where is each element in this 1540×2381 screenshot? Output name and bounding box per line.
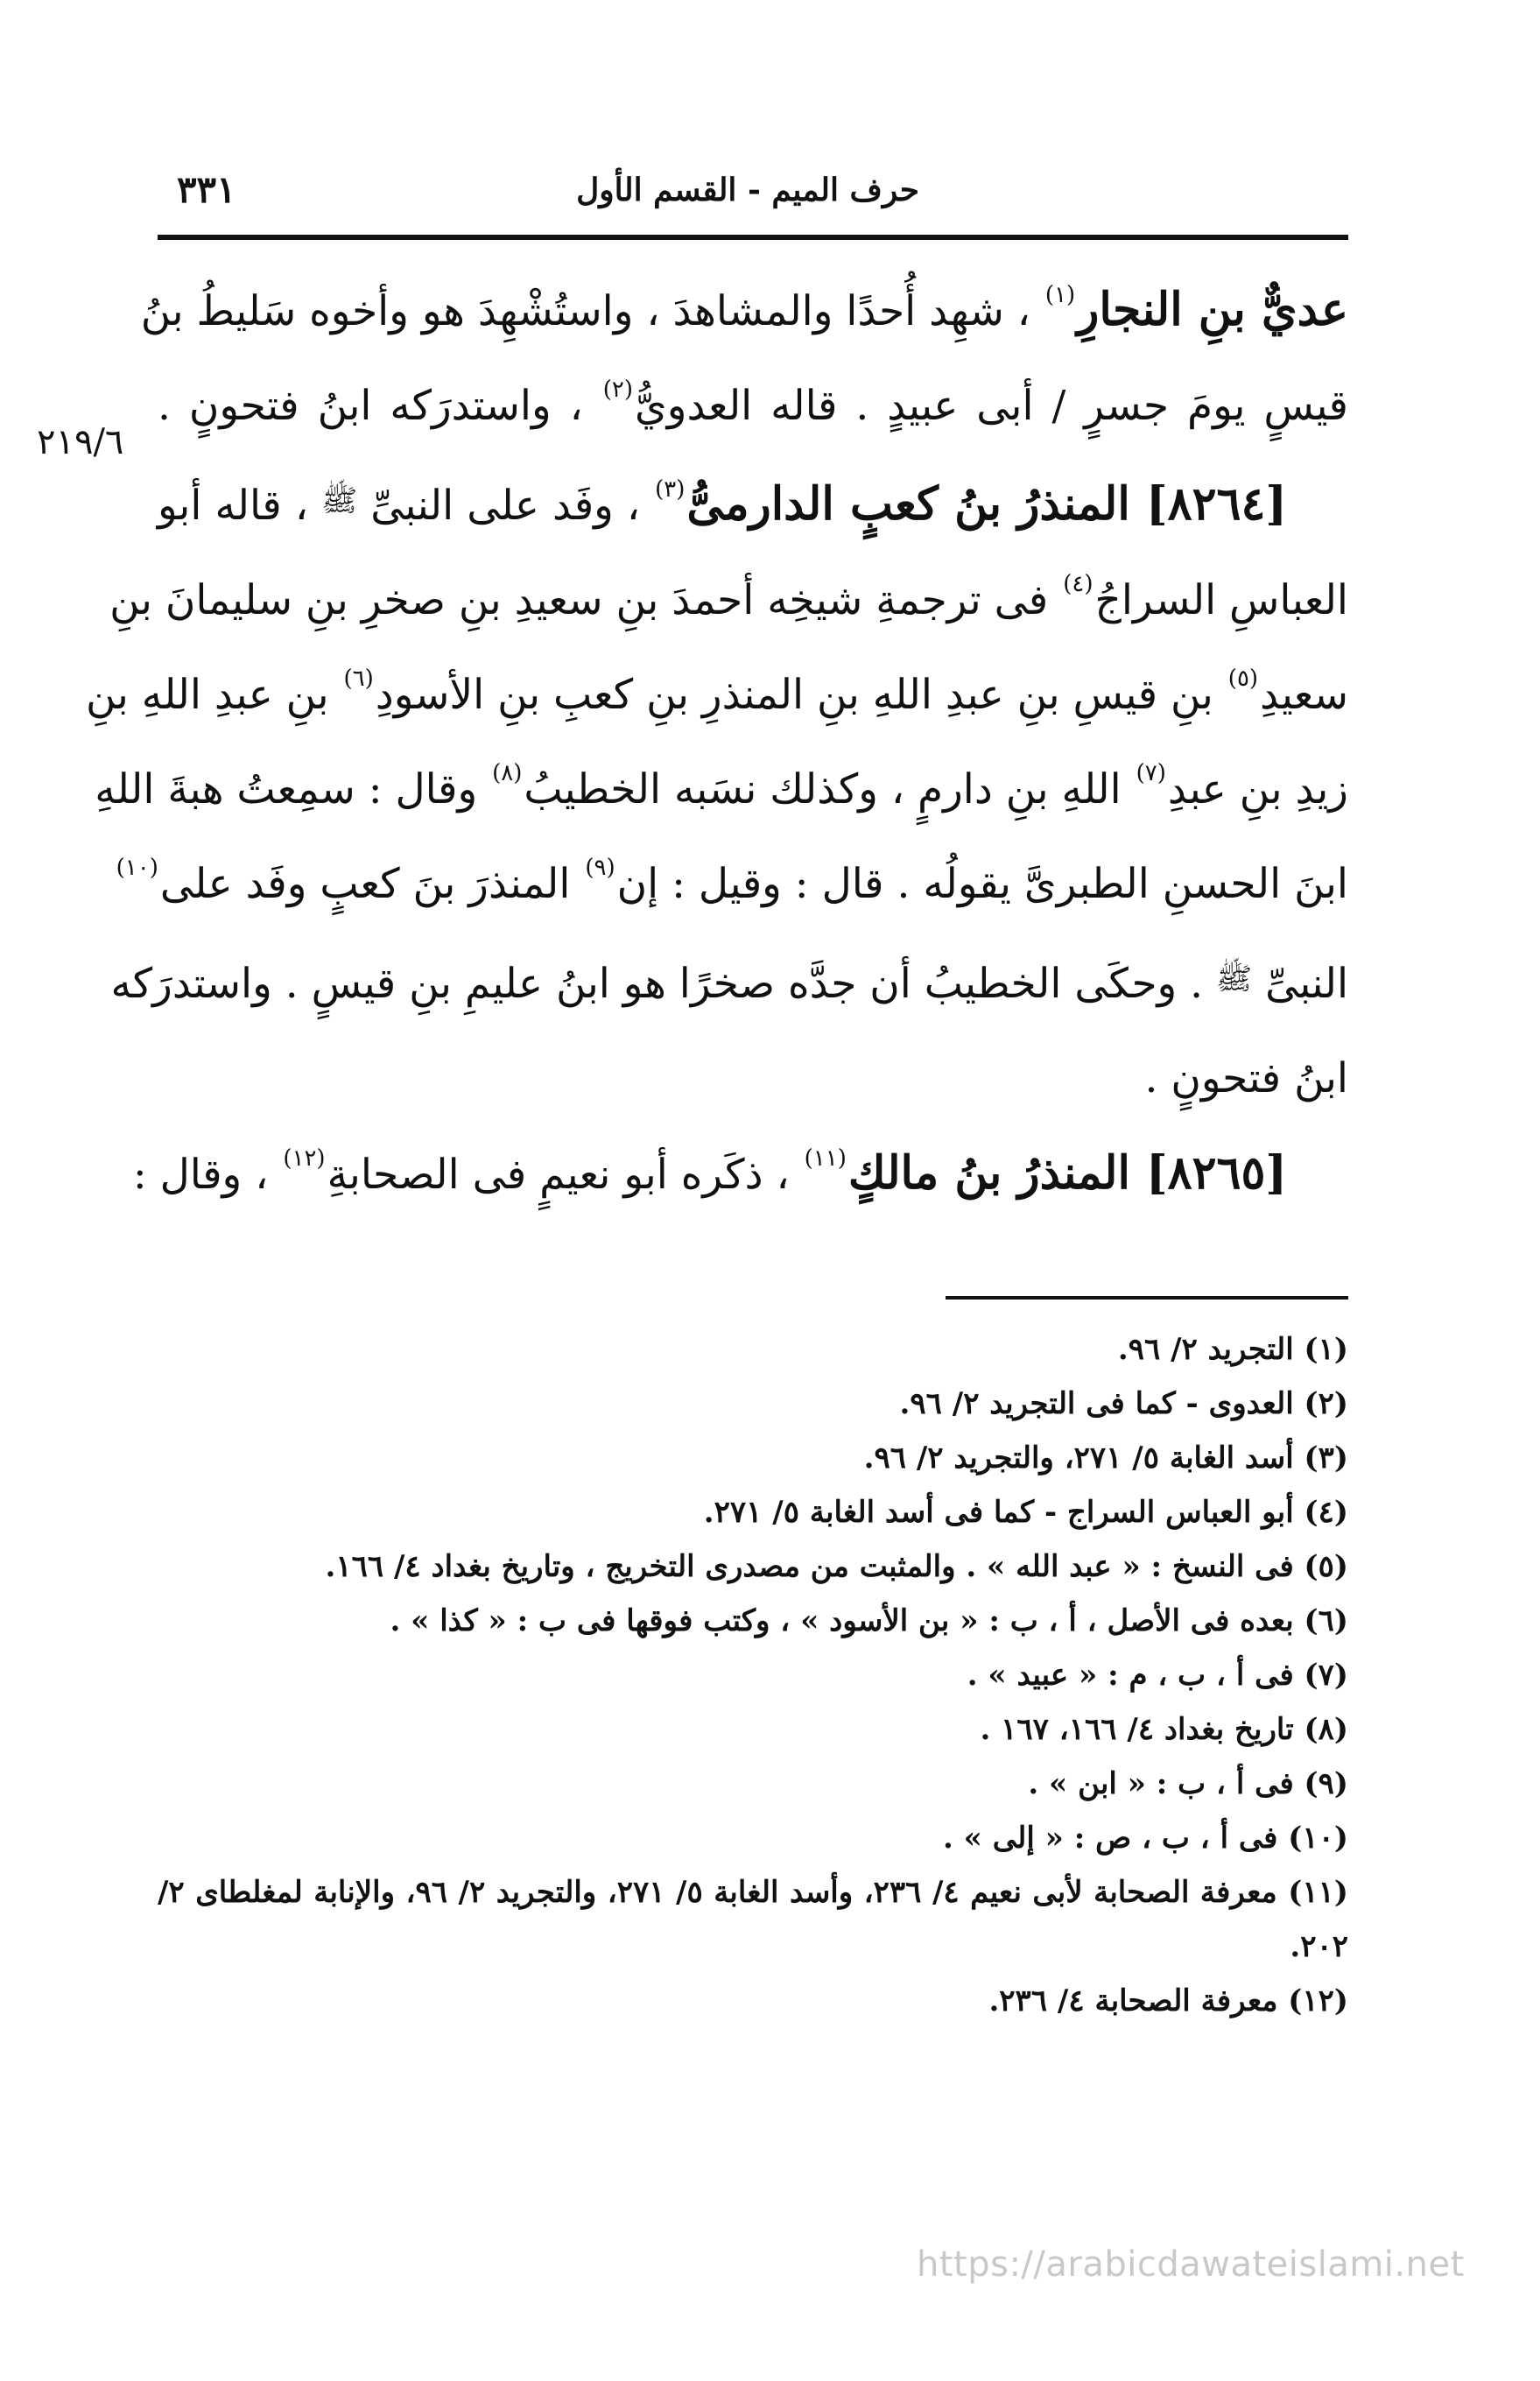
entry-heading: [٨٢٦٥] المنذرُ بنُ مالكٍ: [847, 1146, 1287, 1200]
footnote-item: (٢) العدوى - كما فى التجريد ٢/ ٩٦.: [899, 1386, 1348, 1421]
text-segment: المنذرَ بنَ كعبٍ وفَد على: [159, 860, 571, 908]
footnote-item: (٤) أبو العباس السراج - كما فى أسد الغابة ٥/ ٢٧١.: [703, 1495, 1348, 1530]
footnote-item: (٥) فى النسخ : « عبد الله » . والمثبت من مصدرى التخريج ، وتاريخ بغداد ٤/ ١٦٦.: [325, 1549, 1348, 1584]
text-line: [110, 932, 1348, 1032]
text-segment: ، وقال :: [132, 1151, 269, 1199]
footnote-marker: (٦): [343, 666, 374, 692]
text-line: [95, 743, 1348, 837]
text-segment: ، قاله أبو: [158, 482, 309, 530]
footnote-marker: (٢): [602, 377, 633, 403]
text-line: [132, 1126, 1348, 1222]
text-line: [158, 454, 1348, 553]
text-line: [85, 648, 1348, 743]
text-segment: قيسٍ يومَ جسرٍ / أبى عبيدٍ . قاله العدويُّ: [634, 382, 1348, 430]
text-segment: بنِ عبدِ اللهِ بنِ: [85, 671, 329, 719]
footnote-item: (٣) أسد الغابة ٥/ ٢٧١، والتجريد ٢/ ٩٦.: [863, 1441, 1348, 1476]
header-divider: [158, 235, 1348, 240]
salawat-glyph: ﷺ: [1216, 962, 1253, 997]
entry-heading: [٨٢٦٤] المنذرُ بنُ كعبٍ الدارمىُّ: [686, 477, 1287, 531]
text-line: [116, 837, 1348, 932]
footnote-marker: (٧): [1136, 760, 1166, 786]
footnote-marker: (٥): [1227, 666, 1259, 692]
margin-reference: ٢١٩/٦: [37, 422, 124, 462]
footnote-marker: (١٢): [283, 1145, 326, 1172]
footnote-item: (٧) فى أ ، ب ، م : « عبيد » .: [967, 1658, 1348, 1693]
text-segment: ، شهِد أُحدًا والمشاهدَ ، واستُشْهِدَ هو وأخوه سَليطُ بنُ: [140, 287, 1030, 335]
running-title: حرف الميم - القسم الأول: [576, 172, 919, 208]
footnote-item: (١١) معرفة الصحابة لأبى نعيم ٤/ ٢٣٦، وأسد الغابة ٥/ ٢٧١، والتجريد ٢/ ٩٦، والإنابة لمغلطاى ٢/ ٢٠٢.: [158, 1875, 1348, 1964]
footnote-marker: (٣): [655, 476, 686, 503]
page-header: [158, 156, 1348, 231]
footnote-item: (١٢) معرفة الصحابة ٤/ ٢٣٦.: [988, 1983, 1348, 2018]
text-segment: . وحكَى الخطيبُ أن جدَّه صخرًا هو ابنُ عليمِ بنِ قيسٍ . واستدرَكه: [110, 960, 1204, 1008]
footnote-item: (٨) تاريخ بغداد ٤/ ١٦٦، ١٦٧ .: [980, 1712, 1348, 1747]
text-segment: النبىِّ: [1265, 960, 1348, 1008]
text-segment: سعيدِ: [1260, 671, 1348, 719]
text-line: [158, 1032, 1348, 1126]
text-segment: العباسِ السراجُ: [1094, 576, 1348, 624]
text-segment: وقال : سمِعتُ هبةَ اللهِ: [95, 765, 478, 814]
text-line: [109, 553, 1348, 648]
text-segment: ، ذكَره أبو نعيمٍ فى الصحابةِ: [327, 1151, 790, 1199]
footnote-marker: (١): [1044, 282, 1076, 308]
footnote-item: (٩) فى أ ، ب : « ابن » .: [1028, 1766, 1348, 1801]
text-segment: بنِ قيسِ بنِ عبدِ اللهِ بنِ المنذرِ بنِ كعبِ بنِ الأسودِ: [375, 671, 1213, 719]
text-segment: فى ترجمةِ شيخِه أحمدَ بنِ سعيدِ بنِ صخرِ بنِ سليمانَ بنِ: [109, 576, 1049, 624]
footnote-item: (١٠) فى أ ، ب ، ص : « إلى » .: [942, 1821, 1348, 1856]
text-line: [140, 263, 1348, 359]
footnote-marker: (٨): [492, 760, 523, 786]
footnote-marker: (٤): [1063, 571, 1093, 597]
footnotes: [158, 1322, 1348, 2028]
text-segment: ابنَ الحسنِ الطبرىَّ يقولُه . قال : وقيل : إن: [616, 860, 1348, 908]
text-segment: اللهِ بنِ دارمٍ ، وكذلك نسَبه الخطيبُ: [524, 765, 1122, 814]
footnote-marker: (٩): [585, 855, 615, 881]
salawat-glyph: ﷺ: [321, 483, 358, 518]
watermark-url: https://arabicdawateislami.net: [917, 2244, 1465, 2285]
text-segment: ، واستدرَكه ابنُ فتحونٍ .: [158, 382, 583, 430]
entry-name: عديٌّ بنِ النجارِ: [1077, 283, 1348, 336]
footnote-marker: (١٠): [116, 855, 158, 881]
main-text: [85, 263, 1348, 1222]
text-segment: ، وفَد على النبىِّ: [370, 482, 641, 530]
footnote-item: (٦) بعده فى الأصل ، أ ، ب : « بن الأسود » ، وكتب فوقها فى ب : « كذا » .: [390, 1603, 1348, 1638]
page-number: ٣٣١: [177, 168, 236, 211]
footnote-item: (١) التجريد ٢/ ٩٦.: [1117, 1332, 1348, 1367]
footnote-marker: (١١): [804, 1145, 847, 1172]
text-segment: زيدِ بنِ عبدِ: [1167, 765, 1348, 814]
text-segment: ابنُ فتحونٍ .: [1144, 1054, 1348, 1102]
text-line: [158, 359, 1348, 454]
footnote-divider: [946, 1296, 1348, 1300]
